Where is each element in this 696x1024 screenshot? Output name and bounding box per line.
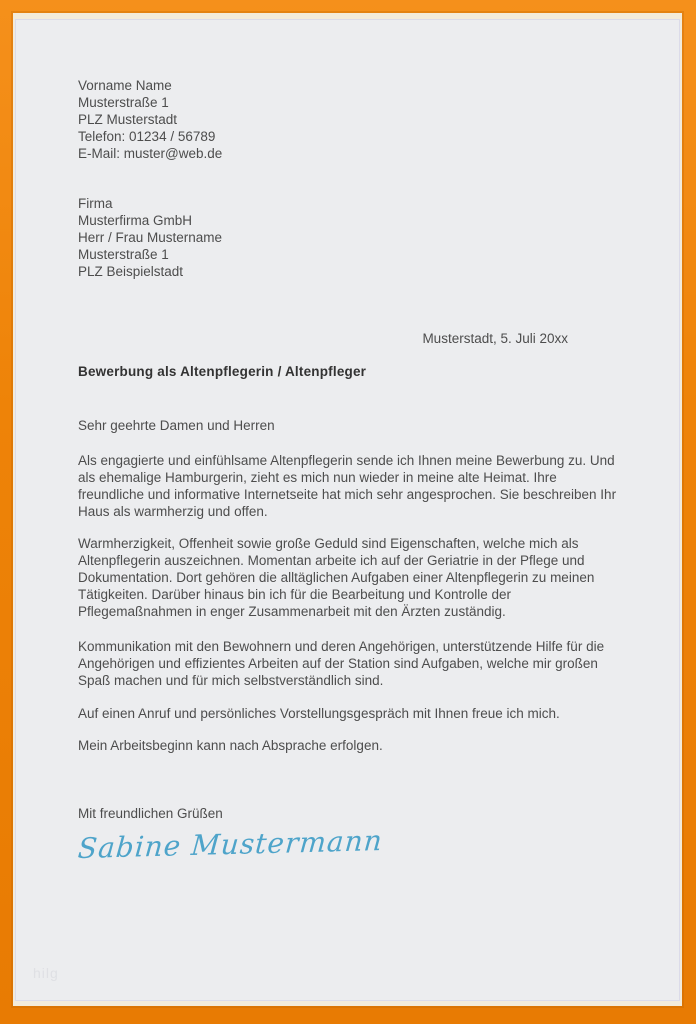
sender-block (78, 77, 618, 162)
sender-street: Musterstraße 1 (78, 95, 169, 110)
sender-name: Vorname Name (78, 78, 172, 93)
letter-content (15, 19, 680, 1001)
recipient-company-name: Musterfirma GmbH (78, 213, 193, 228)
sender-email: E-Mail: muster@web.de (78, 146, 223, 161)
body-paragraph: Als engagierte und einfühlsame Altenpflegerin sende ich Ihnen meine Bewerbung zu. Und als ehemalige Hamburgerin, zieht es mich nun wieder in meine alte Heimat. Ihre freundliche und informative Internetseite hat mich sehr angesprochen. Sie beschreiben Ihr Haus als warmherzig und offen. (78, 453, 617, 519)
recipient-city: PLZ Beispielstadt (78, 264, 184, 279)
body-paragraph: Kommunikation mit den Bewohnern und deren Angehörigen, unterstützende Hilfe für die Angehörigen und effizientes Arbeiten auf der Station sind Aufgaben, welche mir großen Spaß machen und für mich selbstverständlich sind. (78, 639, 605, 688)
recipient-block (78, 195, 618, 280)
recipient-company-label: Firma (78, 196, 113, 211)
handwritten-signature: Sabine Mustermann (76, 823, 385, 866)
letter-page (13, 13, 682, 1006)
sender-phone: Telefon: 01234 / 56789 (78, 129, 216, 144)
closing-line: Mit freundlichen Grüßen (78, 806, 223, 821)
date-line: Musterstadt, 5. Juli 20xx (422, 331, 568, 346)
salutation: Sehr geehrte Damen und Herren (78, 418, 275, 433)
recipient-contact: Herr / Frau Mustername (78, 230, 223, 245)
faint-watermark: hilg (33, 965, 59, 981)
body-paragraph: Warmherzigkeit, Offenheit sowie große Geduld sind Eigenschaften, welche mich als Altenpflegerin auszeichnen. Momentan arbeite ich auf der Geriatrie in der Pflege und Dokumentation. Dort gehören die alltäglichen Aufgaben einer Altenpflegerin zu meinen Tätigkeiten. Darüber hinaus bin ich für die Bearbeitung und Kontrolle der Pflegemaßnahmen in enger Zusammenarbeit mit den Ärzten zuständig. (78, 536, 595, 619)
body-paragraph: Mein Arbeitsbeginn kann nach Absprache erfolgen. (78, 738, 383, 753)
recipient-street: Musterstraße 1 (78, 247, 169, 262)
subject-line: Bewerbung als Altenpflegerin / Altenpfleger (78, 364, 367, 379)
body-paragraph: Auf einen Anruf und persönliches Vorstellungsgespräch mit Ihnen freue ich mich. (78, 706, 560, 721)
sender-city: PLZ Musterstadt (78, 112, 178, 127)
